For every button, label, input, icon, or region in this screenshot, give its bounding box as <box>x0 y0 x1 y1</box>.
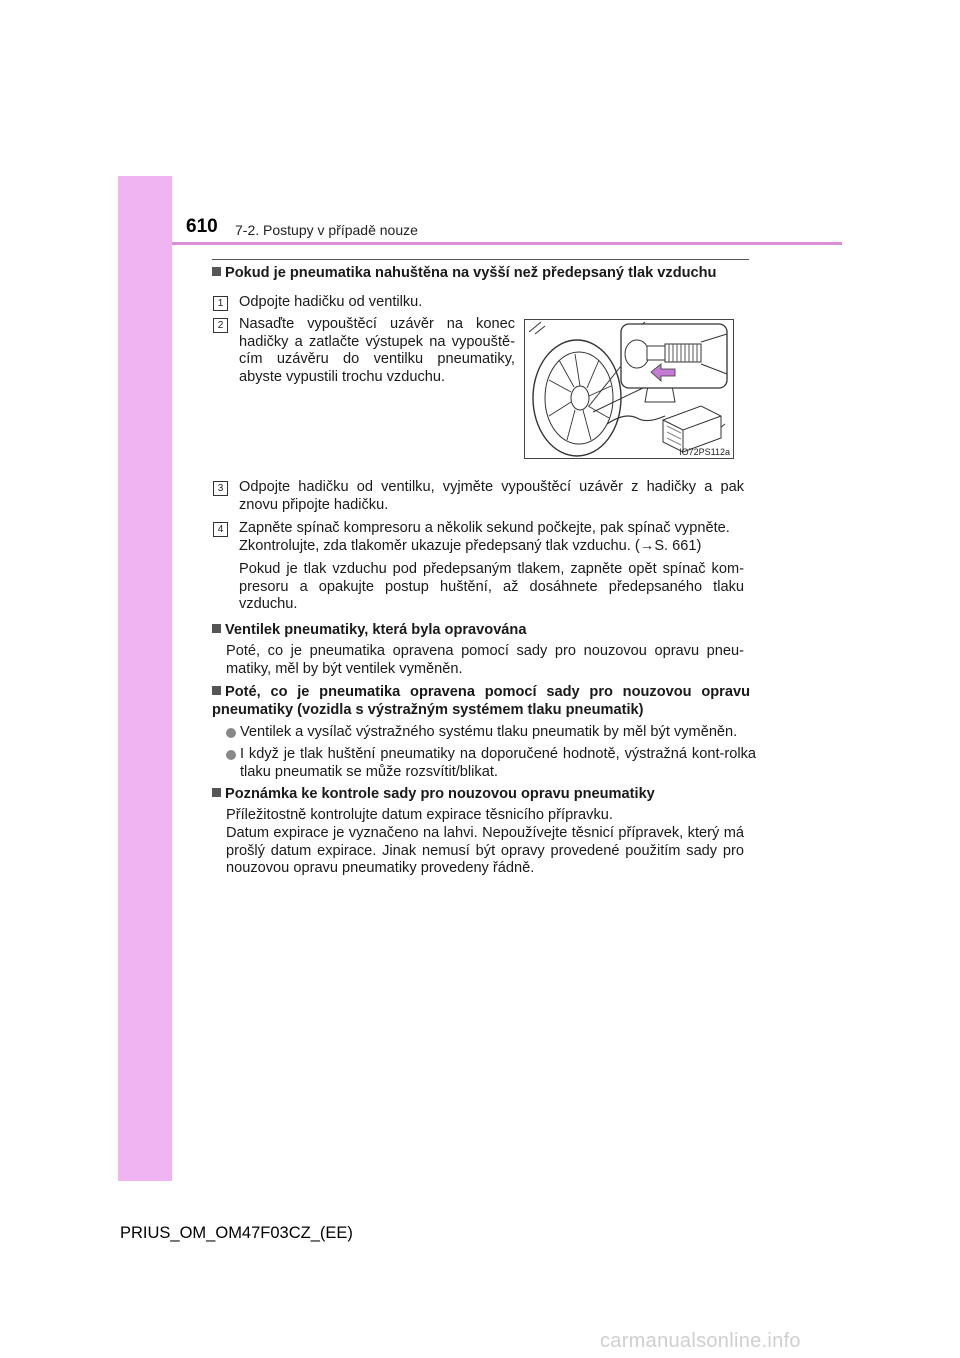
square-bullet-icon <box>212 267 221 276</box>
step-text: Zapněte spínač kompresoru a několik sekund počkejte, pak spínač vypněte. Zkontrolujte, zda tlakoměr ukazuje předepsaný tlak vzduchu. (→S. 661) <box>239 520 730 554</box>
tire-deflation-illustration <box>524 319 734 459</box>
content-top-rule <box>212 259 749 260</box>
step-text: Nasaďte vypouštěcí uzávěr na konec hadičky a zatlačte výstupek na vypouště-cím uzávěru do ventilku pneumatiky, abyste vypustili trochu vzduchu. <box>239 316 515 385</box>
chapter-sidebar-tab <box>118 176 172 1181</box>
step-number: 1 <box>213 296 228 311</box>
figure-caption: IO72PS112a <box>679 447 730 457</box>
bullet-item: I když je tlak huštění pneumatiky na doporučené hodnotě, výstražná kont-rolka tlaku pneumatik se může rozsvítit/blikat. <box>226 746 756 781</box>
square-bullet-icon <box>212 624 221 633</box>
step-note: Pokud je tlak vzduchu pod předepsaným tlakem, zapněte opět spínač kom-presoru a opakujte postup huštění, až dosáhnete předepsaného tlaku vzduchu. <box>239 561 744 612</box>
section-heading-overinflated: Pokud je pneumatika nahuštěna na vyšší než předepsaný tlak vzduchu <box>212 265 772 283</box>
square-bullet-icon <box>212 686 221 695</box>
section-text-line: Příležitostně kontrolujte datum expirace těsnicího přípravku. <box>226 807 613 823</box>
round-bullet-icon <box>226 750 236 760</box>
header-rule <box>172 242 842 245</box>
section-heading-valve: Ventilek pneumatiky, která byla opravována <box>212 622 752 640</box>
watermark: carmanualsonline.info <box>600 1330 801 1352</box>
step-number: 4 <box>213 522 228 537</box>
bullet-item: Ventilek a vysílač výstražného systému tlaku pneumatik by měl být vyměněn. <box>226 724 756 742</box>
step-text: Odpojte hadičku od ventilku. <box>239 294 423 310</box>
section-heading-kit-note: Poznámka ke kontrole sady pro nouzovou opravu pneumatiky <box>212 786 752 804</box>
document-id-footer: PRIUS_OM_OM47F03CZ_(EE) <box>120 1224 353 1242</box>
section-heading-after-repair: Poté, co je pneumatika opravena pomocí sady pro nouzovou opravu pneumatiky (vozidla s výstražným systémem tlaku pneumatik) <box>212 684 750 718</box>
step-number: 2 <box>213 318 228 333</box>
step-text: Odpojte hadičku od ventilku, vyjměte vypouštěcí uzávěr z hadičky a pak znovu připojte hadičku. <box>239 479 744 513</box>
step-number: 3 <box>213 481 228 496</box>
round-bullet-icon <box>226 728 236 738</box>
wheel-and-compressor-drawing <box>525 320 733 458</box>
square-bullet-icon <box>212 788 221 797</box>
page-number: 610 <box>186 216 218 237</box>
section-text: Datum expirace je vyznačeno na lahvi. Nepoužívejte těsnicí přípravek, který má prošlý datum expirace. Jinak nemusí být opravy provedené použitím sady pro nouzovou opravu pneumatiky provedeny řádně. <box>226 825 744 876</box>
section-text: Poté, co je pneumatika opravena pomocí sady pro nouzovou opravu pneu-matiky, měl by být ventilek vyměněn. <box>226 643 744 677</box>
section-title: 7-2. Postupy v případě nouze <box>235 222 418 238</box>
